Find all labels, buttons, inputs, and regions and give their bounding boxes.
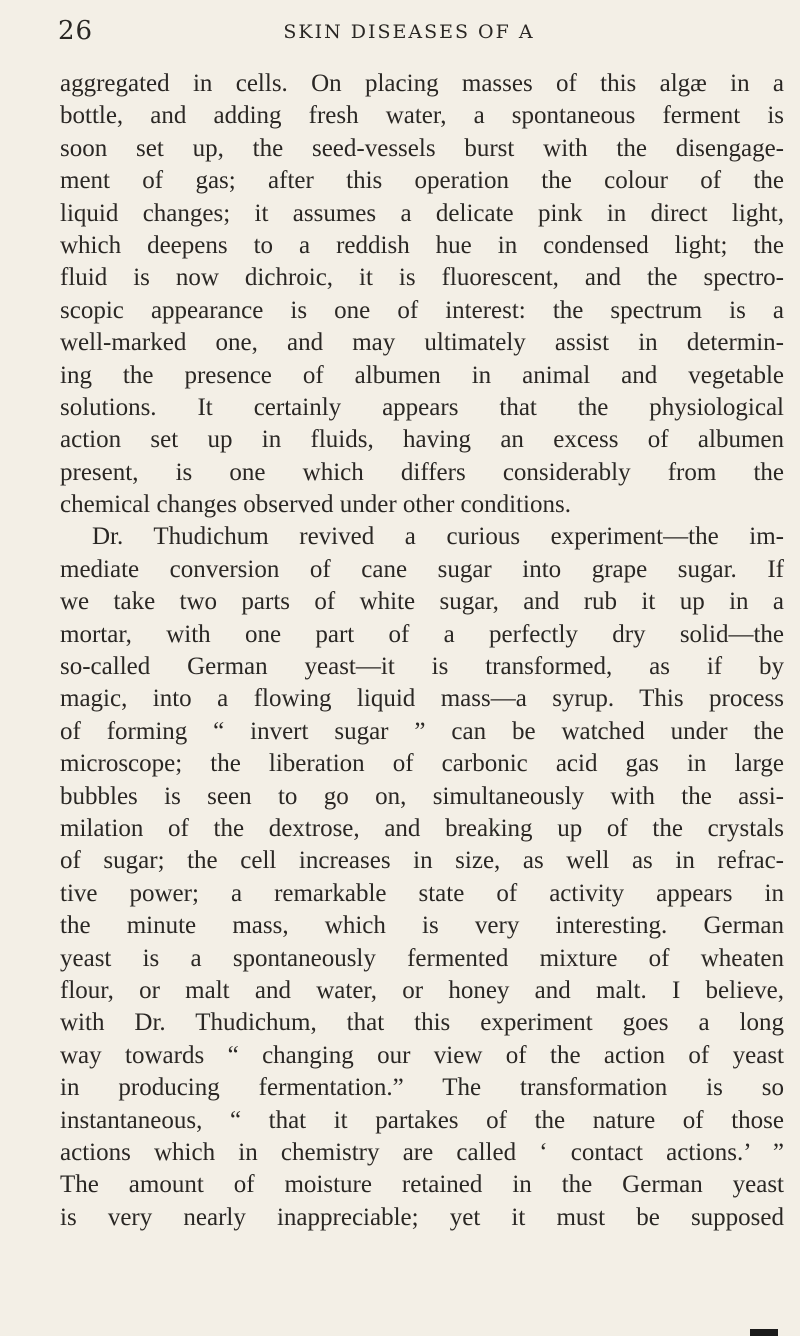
- text-line: the minute mass, which is very interesting. German: [60, 912, 784, 940]
- text-line: ment of gas; after this operation the colour of the: [60, 167, 784, 195]
- page-number: 26: [58, 16, 94, 46]
- text-line: scopic appearance is one of interest: the spectrum is a: [60, 296, 784, 324]
- text-line: instantaneous, “ that it partakes of the nature of those: [60, 1106, 784, 1134]
- text-line: microscope; the liberation of carbonic acid gas in large: [60, 750, 784, 778]
- text-line: of forming “ invert sugar ” can be watched under the: [60, 717, 784, 745]
- text-line: bottle, and adding fresh water, a spontaneous ferment is: [60, 102, 784, 130]
- text-line: way towards “ changing our view of the action of yeast: [60, 1041, 784, 1069]
- text-line: tive power; a remarkable state of activity appears in: [60, 879, 784, 907]
- text-line: with Dr. Thudichum, that this experiment goes a long: [60, 1009, 784, 1037]
- text-line: The amount of moisture retained in the German yeast: [60, 1171, 784, 1199]
- text-line: in producing fermentation.” The transformation is so: [60, 1074, 784, 1102]
- text-line: solutions. It certainly appears that the physiological: [60, 393, 784, 421]
- page-header: [58, 16, 760, 52]
- text-line: bubbles is seen to go on, simultaneously with the assi-: [60, 782, 784, 810]
- text-line: Dr. Thudichum revived a curious experiment—the im-: [92, 523, 784, 551]
- text-line: present, is one which differs considerably from the: [60, 458, 784, 486]
- text-line: mediate conversion of cane sugar into grape sugar. If: [60, 555, 784, 583]
- running-head: SKIN DISEASES OF A: [283, 21, 535, 43]
- text-line: well-marked one, and may ultimately assist in determin-: [60, 329, 784, 357]
- text-line: soon set up, the seed-vessels burst with the disengage-: [60, 134, 784, 162]
- text-line: aggregated in cells. On placing masses of this algæ in a: [60, 70, 784, 97]
- text-line: of sugar; the cell increases in size, as well as in refrac-: [60, 847, 784, 875]
- text-line: yeast is a spontaneously fermented mixture of wheaten: [60, 944, 784, 972]
- text-line: action set up in fluids, having an excess of albumen: [60, 426, 784, 454]
- text-line: ing the presence of albumen in animal and vegetable: [60, 361, 784, 389]
- text-line: flour, or malt and water, or honey and malt. I believe,: [60, 976, 784, 1004]
- text-line: which deepens to a reddish hue in condensed light; the: [60, 231, 784, 259]
- body-text: [60, 68, 784, 1234]
- text-line: so-called German yeast—it is transformed, as if by: [60, 653, 784, 681]
- text-line: is very nearly inappreciable; yet it must be supposed: [60, 1203, 784, 1231]
- text-line: fluid is now dichroic, it is fluorescent, and the spectro-: [60, 264, 784, 292]
- text-line: chemical changes observed under other conditions.: [60, 491, 571, 519]
- text-line: liquid changes; it assumes a delicate pink in direct light,: [60, 199, 784, 227]
- ink-mark: [750, 1329, 778, 1336]
- text-line: magic, into a flowing liquid mass—a syrup. This process: [60, 685, 784, 713]
- text-line: milation of the dextrose, and breaking up of the crystals: [60, 814, 784, 842]
- text-line: mortar, with one part of a perfectly dry solid—the: [60, 620, 784, 648]
- text-line: we take two parts of white sugar, and rub it up in a: [60, 588, 784, 616]
- text-line: actions which in chemistry are called ‘ contact actions.’ ”: [60, 1138, 784, 1166]
